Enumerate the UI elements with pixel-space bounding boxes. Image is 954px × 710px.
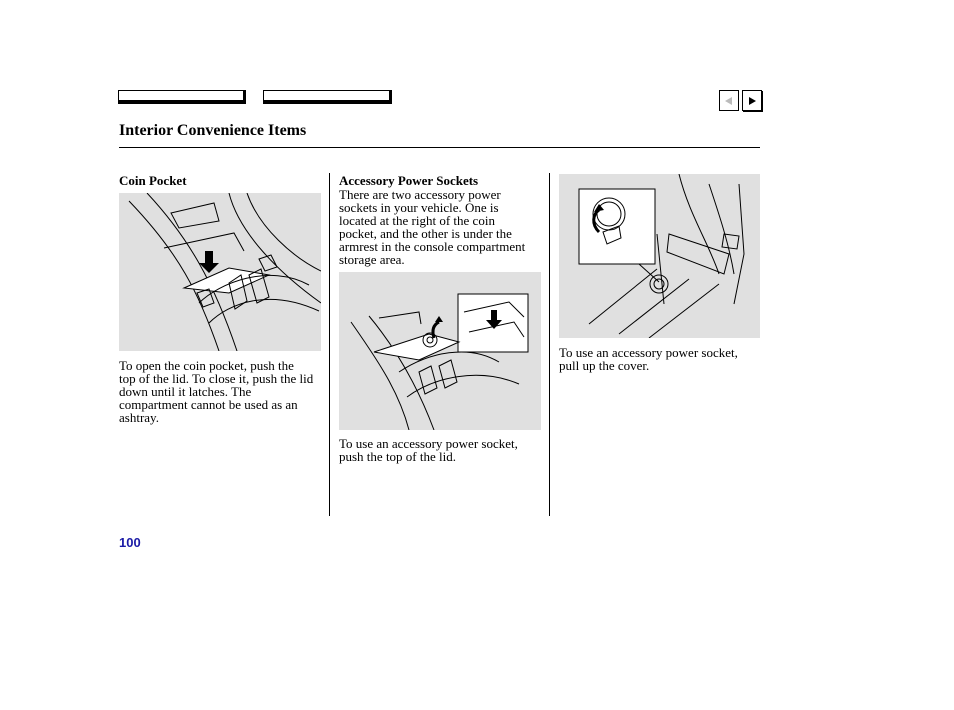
column-divider [329,173,330,516]
next-page-button[interactable] [742,90,762,111]
main-menu-tab[interactable] [118,90,246,104]
previous-page-button[interactable] [719,90,739,111]
console-socket-caption: To use an accessory power socket, pull up the cover. [559,345,738,373]
coin-pocket-heading: Coin Pocket [119,173,187,188]
page-title: Interior Convenience Items [119,122,307,139]
index-tab[interactable] [263,90,392,104]
triangle-right-icon [747,96,757,106]
front-socket-caption: To use an accessory power socket, push the top of the lid. [339,436,518,464]
title-divider [119,147,760,148]
accessory-power-sockets-heading: Accessory Power Sockets [339,173,479,188]
coin-pocket-caption: To open the coin pocket, push the top of the lid. To close it, push the lid down until it latches. The compartment cannot be used as an ashtray. [119,358,314,425]
coin-pocket-illustration [119,193,321,351]
triangle-left-icon [724,96,734,106]
accessory-power-sockets-intro: There are two accessory power sockets in your vehicle. One is located at the right of the coin pocket, and the other is under the armrest in the console compartment storage area. [339,187,526,267]
console-power-socket-illustration [559,174,760,338]
column-divider [549,173,550,516]
front-power-socket-illustration [339,272,541,430]
page-number: 100 [119,535,141,550]
